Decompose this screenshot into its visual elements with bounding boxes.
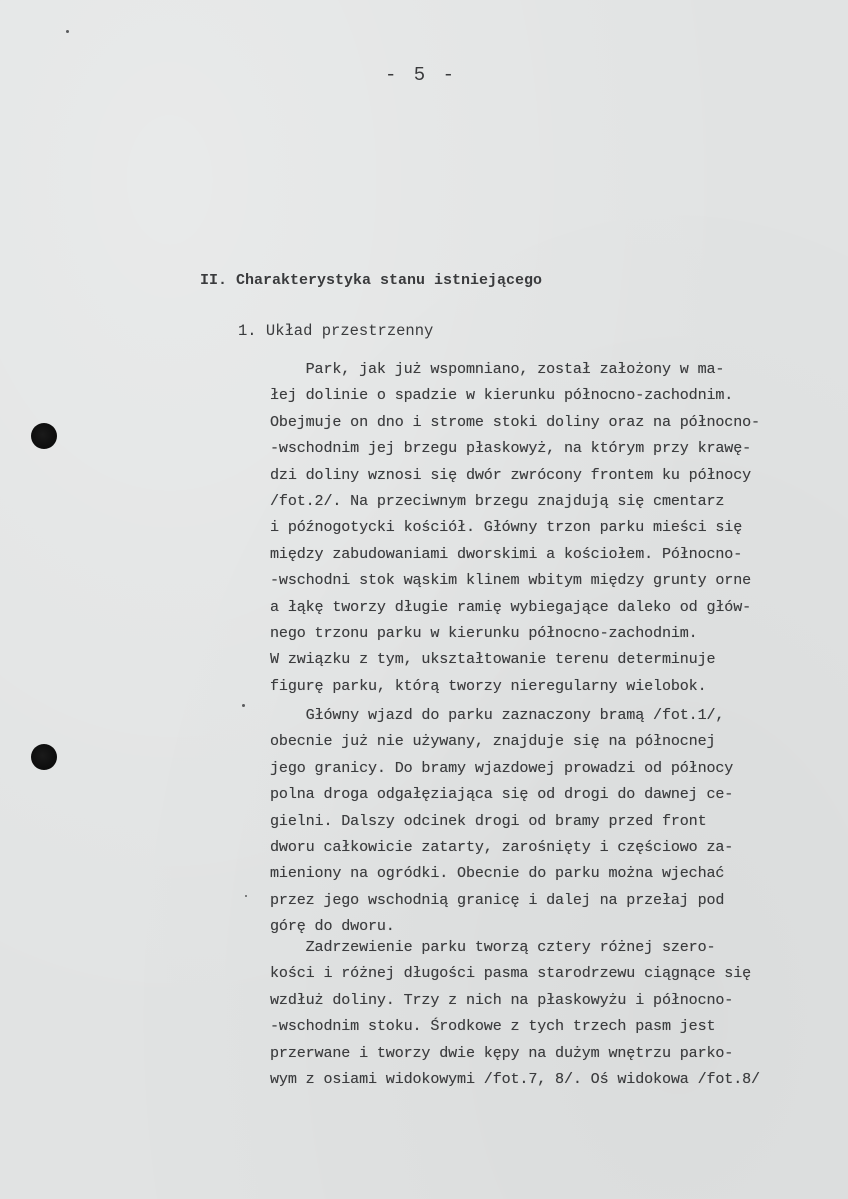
text-line: Zadrzewienie parku tworzą cztery różnej szero- (270, 938, 716, 956)
text-line: -wschodni stok wąskim klinem wbitym między grunty orne (270, 571, 752, 590)
text-line: wzdłuż doliny. Trzy z nich na płaskowyżu i północno- (270, 990, 734, 1009)
text-line: wym z osiami widokowymi /fot.7, 8/. Oś widokowa /fot.8/ (270, 1069, 760, 1088)
paper-speck (245, 895, 247, 897)
text-line: nego trzonu parku w kierunku północno-zachodnim. (270, 623, 698, 642)
text-line: przez jego wschodnią granicę i dalej na przełaj pod (270, 890, 725, 909)
text-line: W związku z tym, ukształtowanie terenu determinuje (270, 650, 716, 669)
text-line: łej dolinie o spadzie w kierunku północno-zachodnim. (270, 386, 734, 405)
paper-speck (242, 704, 245, 707)
text-line: figurę parku, którą tworzy nieregularny wielobok. (270, 676, 707, 695)
text-line: dworu całkowicie zatarty, zarośnięty i częściowo za- (270, 837, 734, 856)
text-line: obecnie już nie używany, znajduje się na północnej (270, 732, 716, 751)
text-line: dzi doliny wznosi się dwór zwrócony frontem ku północy (270, 465, 752, 484)
page-number: - 5 - (385, 64, 458, 86)
text-line: gielni. Dalszy odcinek drogi od bramy przed front (270, 811, 707, 830)
text-line: a łąkę tworzy długie ramię wybiegające daleko od głów- (270, 597, 752, 616)
subsection-heading: 1. Układ przestrzenny (238, 322, 434, 340)
punch-hole (31, 744, 57, 770)
text-line: Obejmuje on dno i strome stoki doliny oraz na północno- (270, 412, 760, 431)
text-line: i późnogotycki kościół. Główny trzon parku mieści się (270, 518, 743, 537)
text-line: górę do dworu. (270, 917, 395, 936)
text-line: Główny wjazd do parku zaznaczony bramą /fot.1/, (270, 706, 725, 724)
paragraph-main-entrance (270, 702, 848, 940)
paragraph-tree-stands (270, 934, 848, 1092)
text-line: polna droga odgałęziająca się od drogi do dawnej ce- (270, 785, 734, 804)
text-line: -wschodnim stoku. Środkowe z tych trzech pasm jest (270, 1017, 716, 1036)
text-line: mieniony na ogródki. Obecnie do parku można wjechać (270, 864, 725, 883)
text-line: kości i różnej długości pasma starodrzewu ciągnące się (270, 964, 752, 983)
paper-speck (66, 30, 69, 33)
text-line: Park, jak już wspomniano, został założony w ma- (270, 360, 725, 378)
text-line: jego granicy. Do bramy wjazdowej prowadzi od północy (270, 758, 734, 777)
text-line: przerwane i tworzy dwie kępy na dużym wnętrzu parko- (270, 1043, 734, 1062)
text-line: między zabudowaniami dworskimi a kościołem. Północno- (270, 544, 743, 563)
text-line: -wschodnim jej brzegu płaskowyż, na którym przy krawę- (270, 439, 752, 458)
punch-hole (31, 423, 57, 449)
section-heading: II. Charakterystyka stanu istniejącego (200, 272, 543, 289)
paragraph-layout (270, 356, 848, 699)
text-line: /fot.2/. Na przeciwnym brzegu znajdują się cmentarz (270, 491, 725, 510)
